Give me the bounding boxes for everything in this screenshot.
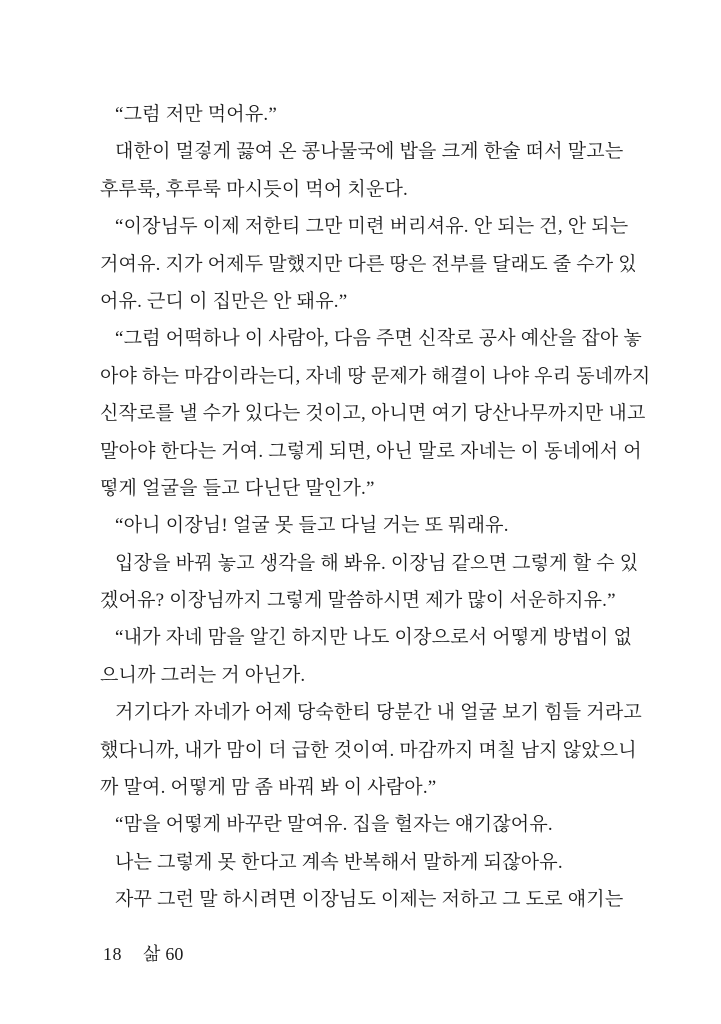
text-line: 말아야 한다는 거여. 그렇게 되면, 아닌 말로 자네는 이 동네에서 어	[100, 440, 642, 462]
text-line: “내가 자네 맘을 알긴 하지만 나도 이장으로서 어떻게 방법이 없	[115, 627, 633, 649]
text-line: 어유. 근디 이 집만은 안 돼유.”	[100, 290, 348, 312]
text-line: 나는 그렇게 못 한다고 계속 반복해서 말하게 되잖아유.	[115, 851, 563, 873]
page-number: 18	[103, 944, 122, 964]
text-line: 겠어유? 이장님까지 그렇게 말씀하시면 제가 많이 서운하지유.”	[100, 590, 616, 612]
text-line: 거여유. 지가 어제두 말했지만 다른 땅은 전부를 달래도 줄 수가 있	[100, 253, 637, 275]
text-line: “그럼 어떡하나 이 사람아, 다음 주면 신작로 공사 예산을 잡아 놓	[115, 328, 642, 350]
text-line: “그럼 저만 먹어유.”	[115, 104, 277, 125]
body-text	[100, 96, 651, 919]
text-line: 떻게 얼굴을 들고 다닌단 말인가.”	[100, 477, 375, 499]
text-line: 자꾸 그런 말 하시려면 이장님도 이제는 저하고 그 도로 얘기는	[115, 889, 624, 911]
text-line: “아니 이장님! 얼굴 못 들고 다닐 거는 또 뭐래유.	[115, 515, 509, 537]
series-number: 60	[165, 944, 184, 964]
text-line: 대한이 멀겋게 끓여 온 콩나물국에 밥을 크게 한술 떠서 말고는	[115, 141, 624, 163]
text-line: “맘을 어떻게 바꾸란 말여유. 집을 헐자는 얘기잖어유.	[115, 814, 553, 836]
text-line: 했다니까, 내가 맘이 더 급한 것이여. 마감까지 며칠 남지 않았으니	[100, 739, 637, 761]
text-line: 거기다가 자네가 어제 당숙한티 당분간 내 얼굴 보기 힘들 거라고	[115, 702, 642, 724]
text-line: 까 말여. 어떻게 맘 좀 바꿔 봐 이 사람아.”	[100, 777, 437, 799]
text-line: 입장을 바꿔 놓고 생각을 해 봐유. 이장님 같으면 그렇게 할 수 있	[115, 552, 639, 574]
text-line: 으니까 그러는 거 아닌가.	[100, 664, 306, 686]
text-line: “이장님두 이제 저한티 그만 미련 버리셔유. 안 되는 건, 안 되는	[115, 216, 629, 238]
text-line: 신작로를 낼 수가 있다는 것이고, 아니면 여기 당산나무까지만 내고	[100, 403, 646, 425]
text-line: 아야 하는 마감이라는디, 자네 땅 문제가 해결이 나야 우리 동네까지	[100, 365, 651, 387]
series-title: 삶	[143, 944, 161, 964]
page-footer	[103, 942, 183, 966]
text-line: 후루룩, 후루룩 마시듯이 먹어 치운다.	[100, 178, 409, 200]
